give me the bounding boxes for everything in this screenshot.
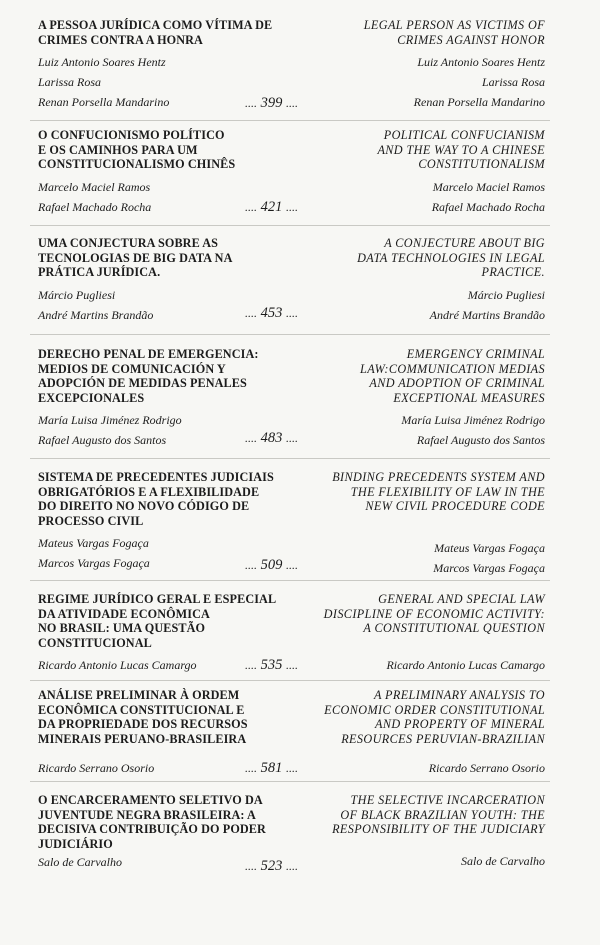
author-name: Ricardo Serrano Osorio — [38, 761, 155, 775]
author-name: Salo de Carvalho — [461, 853, 545, 868]
english-title: THE SELECTIVE INCARCERATION OF BLACK BRAZILIAN YOUTH: THE RESPONSIBILITY OF THE JUDICIARY — [332, 793, 545, 836]
author-name: Marcos Vargas Fogaça — [38, 556, 150, 570]
author-name: Larissa Rosa — [38, 75, 102, 89]
english-title: LEGAL PERSON AS VICTIMS OF CRIMES AGAINST HONOR — [363, 18, 545, 47]
page-number[interactable]: .... 399 .... — [245, 95, 298, 111]
author-name: Luiz Antonio Soares Hentz — [417, 55, 545, 69]
divider — [30, 680, 550, 681]
portuguese-title: REGIME JURÍDICO GERAL E ESPECIAL DA ATIVIDADE ECONÔMICA NO BRASIL: UMA QUESTÃO CONSTITUCIONAL — [38, 592, 277, 650]
portuguese-title: DERECHO PENAL DE EMERGENCIA: MEDIOS DE COMUNICACIÓN Y ADOPCIÓN DE MEDIDAS PENALES EXCEPCIONALES — [38, 347, 259, 405]
author-name: Salo de Carvalho — [38, 855, 122, 869]
english-title: BINDING PRECEDENTS SYSTEM AND THE FLEXIBILITY OF LAW IN THE NEW CIVIL PROCEDURE CODE — [332, 470, 545, 513]
divider — [30, 120, 550, 121]
portuguese-title: SISTEMA DE PRECEDENTES JUDICIAIS OBRIGATÓRIOS E A FLEXIBILIDADE DO DIREITO NO NOVO CÓDIGO DE PROCESSO CIVIL — [38, 470, 274, 528]
author-name: Renan Porsella Mandarino — [38, 95, 170, 109]
page-number[interactable]: .... 483 .... — [245, 430, 298, 446]
english-title: EMERGENCY CRIMINAL LAW:COMMUNICATION MEDIAS AND ADOPTION OF CRIMINAL EXCEPTIONAL MEASURES — [360, 347, 545, 405]
divider — [30, 334, 550, 335]
english-title: A PRELIMINARY ANALYSIS TO ECONOMIC ORDER CONSTITUTIONAL AND PROPERTY OF MINERAL RESOURCES PERUVIAN-BRAZILIAN — [324, 688, 545, 746]
author-name: Marcelo Maciel Ramos — [38, 179, 151, 194]
author-name: Larissa Rosa — [481, 75, 545, 89]
author-name: Mateus Vargas Fogaça — [38, 536, 149, 550]
author-name: Rafael Machado Rocha — [38, 199, 152, 214]
author-name: Márcio Pugliesi — [467, 287, 545, 302]
author-name: María Luisa Jiménez Rodrigo — [401, 413, 545, 427]
author-name: Luiz Antonio Soares Hentz — [38, 55, 166, 69]
english-title: POLITICAL CONFUCIANISM AND THE WAY TO A CHINESE CONSTITUTIONALISM — [377, 128, 545, 171]
author-name: Rafael Machado Rocha — [431, 199, 545, 214]
page-number[interactable]: .... 581 .... — [245, 760, 298, 776]
portuguese-title: A PESSOA JURÍDICA COMO VÍTIMA DE CRIMES CONTRA A HONRA — [38, 18, 273, 47]
author-name: Mateus Vargas Fogaça — [434, 540, 545, 555]
portuguese-title: O ENCARCERAMENTO SELETIVO DA JUVENTUDE NEGRA BRASILEIRA: A DECISIVA CONTRIBUIÇÃO DO PODER JUDICIÁRIO — [38, 793, 266, 851]
page-number[interactable]: .... 421 .... — [245, 199, 298, 215]
english-title: GENERAL AND SPECIAL LAW DISCIPLINE OF ECONOMIC ACTIVITY: A CONSTITUTIONAL QUESTION — [323, 592, 545, 635]
page-number[interactable]: .... 523 .... — [245, 858, 298, 874]
author-name: Ricardo Antonio Lucas Camargo — [38, 658, 197, 672]
divider — [30, 225, 550, 226]
author-name: André Martins Brandão — [38, 307, 154, 322]
portuguese-title: UMA CONJECTURA SOBRE AS TECNOLOGIAS DE BIG DATA NA PRÁTICA JURÍDICA. — [38, 236, 233, 279]
page-number[interactable]: .... 453 .... — [245, 305, 298, 321]
author-name: Ricardo Antonio Lucas Camargo — [386, 657, 545, 672]
divider — [30, 781, 550, 782]
divider — [30, 458, 550, 459]
portuguese-title: O CONFUCIONISMO POLÍTICO E OS CAMINHOS PARA UM CONSTITUCIONALISMO CHINÊS — [38, 128, 236, 171]
author-name: Marcos Vargas Fogaça — [433, 560, 545, 575]
divider — [30, 580, 550, 581]
page-number[interactable]: .... 509 .... — [245, 557, 298, 573]
page-number[interactable]: .... 535 .... — [245, 657, 298, 673]
author-name: Rafael Augusto dos Santos — [38, 433, 167, 447]
english-title: A CONJECTURE ABOUT BIG DATA TECHNOLOGIES IN LEGAL PRACTICE. — [357, 236, 545, 279]
author-name: Rafael Augusto dos Santos — [416, 433, 545, 447]
author-name: André Martins Brandão — [429, 307, 545, 322]
author-name: María Luisa Jiménez Rodrigo — [38, 413, 182, 427]
author-name: Renan Porsella Mandarino — [413, 95, 545, 109]
portuguese-title: ANÁLISE PRELIMINAR À ORDEM ECONÔMICA CONSTITUCIONAL E DA PROPRIEDADE DOS RECURSOS MINERAIS PERUANO-BRASILEIRA — [38, 688, 248, 746]
author-name: Ricardo Serrano Osorio — [428, 761, 545, 775]
author-name: Marcelo Maciel Ramos — [432, 179, 545, 194]
author-name: Márcio Pugliesi — [38, 287, 116, 302]
